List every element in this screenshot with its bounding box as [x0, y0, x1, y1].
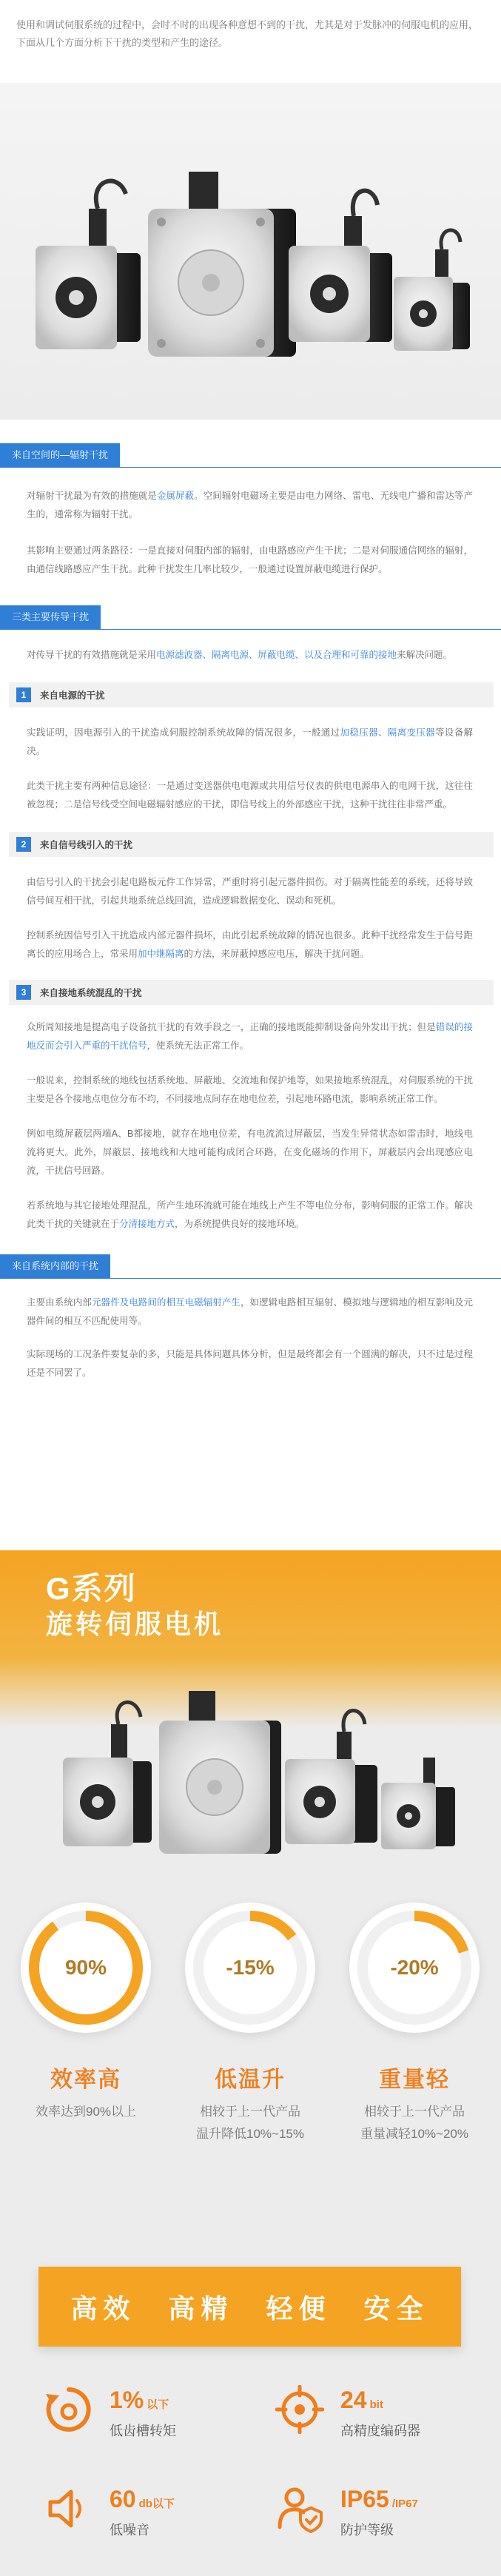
power-paragraph-2: 此类干扰主要有两种信息途径：一是通过变送器供电电源或共用信号仪表的供电电源串入的电网干扰，这往往被忽视；二是信号线受空间电磁辐射感应的干扰，即信号线上的外部感应干扰，这种干扰往往非常严重。 [27, 781, 473, 810]
stat-value: 90% [64, 1956, 107, 1979]
section-divider [0, 629, 501, 630]
speaker-icon [44, 2484, 93, 2533]
feature-cogging [44, 2385, 176, 2440]
feature-noise [44, 2484, 175, 2539]
text: 的方法，来屏蔽掉感应电压，解决干扰问题。 [184, 949, 369, 959]
number-badge: 3 [16, 985, 31, 1000]
number-badge: 1 [16, 687, 31, 702]
feature-value: 24 [340, 2387, 367, 2413]
feature-value: 60 [110, 2486, 136, 2512]
refresh-icon [44, 2385, 93, 2434]
keyword: 高精 [168, 2293, 234, 2324]
signal-paragraph-2 [0, 927, 501, 964]
section-divider [0, 1278, 501, 1279]
product-motor-2 [159, 1691, 281, 1854]
text: 。空间辐射电磁场主要是由电力网络、雷电、无线电广播和雷达等产生的，通常称为辐射干扰。 [27, 491, 473, 519]
radiation-paragraph-2: 其影响主要通过两条路径：一是直接对伺服内部的辐射，由电路感应产生干扰；二是对伺服通信网络的辐射，由通信线路感应产生干扰。此种干扰发生几率比较少，一般通过设置屏蔽电缆进行保护。 [27, 545, 473, 574]
feature-value: IP65 [340, 2486, 389, 2512]
highlight-internal: 元器件及电路间的相互电磁辐射产生 [91, 1297, 241, 1308]
text: 实践证明，因电源引入的干扰造成伺服控制系统故障的情况很多，一般通过 [27, 727, 340, 738]
stat-desc-temperature [169, 2101, 332, 2145]
text: 控制系统因信号引入干扰造成内部元器件损坏，由此引起系统故障的情况也很多。此种干扰经常发生于信号距离长的应用场合上，常采用 [27, 930, 473, 959]
feature-desc: 低齿槽转矩 [110, 2424, 176, 2438]
text: 来解决问题。 [397, 650, 453, 660]
feature-encoder [275, 2385, 420, 2440]
motor-3 [289, 191, 392, 342]
power-paragraph-1 [0, 724, 501, 761]
stat-desc-line: 相较于上一代产品 [364, 2105, 465, 2119]
keyword-band [38, 2267, 461, 2347]
internal-paragraph-2: 实际现场的工况条件要复杂的多，只能是具体问题具体分析，但是最终都会有一个圆满的解决，只不过是过程还是不同罢了。 [27, 1349, 473, 1378]
subheading-ground [9, 980, 494, 1005]
ground-paragraph-1 [0, 1018, 501, 1055]
ground-paragraph-4 [0, 1197, 501, 1234]
feature-text [340, 2385, 420, 2440]
feature-unit: bit [369, 2398, 383, 2411]
highlight-wrong-ground: 错误的接地反而会引入严重的干扰信号 [27, 1022, 473, 1051]
shield-user-icon [275, 2484, 324, 2533]
section-title-radiation: 来自空间的—辐射干扰 [0, 443, 120, 467]
keyword: 高效 [70, 2293, 136, 2324]
highlight-stabilizer: 加稳压器、隔离变压器 [340, 727, 435, 738]
motor-1 [36, 181, 141, 349]
product-series: G系列 [46, 1571, 137, 1606]
signal-paragraph-1: 由信号引入的干扰会引起电路板元件工作异常，严重时将引起元器件损伤。对于隔离性能差的系统，还将导致信号间互相干扰，引起共地系统总线回流，造成逻辑数据变化、误动和死机。 [27, 877, 473, 906]
product-name: 旋转伺服电机 [46, 1609, 224, 1639]
product-motor-4 [381, 1758, 455, 1849]
stat-circle-temperature [185, 1903, 315, 2033]
feature-text [340, 2484, 418, 2539]
servo-motors-illustration [0, 83, 501, 420]
text: ，如逻辑电路相互辐射、模拟地与逻辑地的相互影响及元器件间的相互不匹配使用等。 [27, 1297, 473, 1326]
crosshair-icon [275, 2385, 324, 2434]
stat-desc-line: 重量减轻10%~20% [360, 2127, 468, 2141]
stat-value: -20% [390, 1956, 439, 1979]
motor-4 [394, 230, 470, 351]
internal-paragraph-1 [0, 1294, 501, 1331]
feature-unit: 以下 [147, 2398, 169, 2411]
feature-text [110, 2385, 176, 2440]
feature-protection [275, 2484, 418, 2539]
feature-text [110, 2484, 175, 2539]
stat-title-temperature: 低温升 [215, 2068, 286, 2092]
radiation-paragraph-1 [0, 487, 501, 524]
text: 等设备解决。 [27, 727, 473, 756]
feature-unit: /IP67 [391, 2498, 418, 2510]
feature-desc: 高精度编码器 [340, 2424, 420, 2438]
stat-title-weight: 重量轻 [379, 2068, 450, 2092]
subheading-title: 来自信号线引入的干扰 [40, 840, 133, 850]
text: 对传导干扰的有效措施就是采用 [27, 650, 157, 660]
product-motor-1 [63, 1702, 152, 1846]
stat-value: -15% [226, 1956, 275, 1979]
subheading-signal [9, 832, 494, 857]
feature-unit: db以下 [138, 2498, 175, 2510]
highlight-metal-shield: 金属屏蔽 [156, 491, 195, 501]
stat-desc-weight [333, 2101, 496, 2145]
ground-paragraph-2: 一般说来，控制系统的地线包括系统地、屏蔽地、交流地和保护地等，如果接地系统混乱，对伺服系统的干扰主要是各个接地点电位分布不均，不同接地点间存在地电位差，引起地环路电流，影响系统正常工作。 [27, 1075, 473, 1104]
hero-motors-image [0, 83, 501, 420]
subheading-title: 来自接地系统混乱的干扰 [40, 988, 142, 998]
keyword: 安全 [363, 2293, 429, 2324]
stat-desc-line: 温升降低10%~15% [196, 2127, 304, 2141]
stat-circle-efficiency [21, 1903, 151, 2033]
motor-2 [148, 172, 296, 357]
keyword: 轻便 [266, 2293, 332, 2324]
highlight-relay: 加中继隔离 [138, 949, 184, 959]
text: 主要由系统内部 [27, 1297, 92, 1308]
stat-desc-line: 效率达到90%以上 [35, 2105, 137, 2119]
section-divider [0, 467, 501, 468]
product-motor-3 [285, 1711, 377, 1844]
feature-value: 1% [110, 2387, 144, 2413]
product-promo [0, 1550, 501, 2576]
stat-desc-line: 相较于上一代产品 [200, 2105, 300, 2119]
text: ，使系统无法正常工作。 [147, 1040, 249, 1051]
ground-paragraph-3: 例如电缆屏蔽层两端A、B都接地，就存在地电位差，有电流流过屏蔽层，当发生异常状态如雷击时，地线电流将更大。此外，屏蔽层、接地线和大地可能构成闭合环路，在变化磁场的作用下，屏蔽层内会出现感应电流，干扰信号回路。 [27, 1129, 473, 1176]
text: ，为系统提供良好的接地环境。 [175, 1219, 305, 1229]
intro-paragraph: 使用和调试伺服系统的过程中，会时不时的出现各种意想不到的干扰，尤其是对于发脉冲的伺服电机的应用，下面从几个方面分析下干扰的类型和产生的途径。 [16, 19, 479, 48]
text: 对辐射干扰最为有效的措施就是 [27, 491, 157, 501]
stat-desc-efficiency [4, 2101, 167, 2123]
conducted-paragraph [0, 646, 501, 665]
highlight-ground-method: 分清接地方式 [119, 1219, 175, 1229]
highlight-measures: 电源滤波器、隔离电源、屏蔽电缆、以及合理和可靠的接地 [156, 650, 397, 660]
section-title-internal: 来自系统内部的干扰 [0, 1254, 110, 1278]
number-badge: 2 [16, 837, 31, 852]
subheading-title: 来自电源的干扰 [40, 690, 105, 701]
subheading-power [9, 682, 494, 707]
text: 众所周知接地是提高电子设备抗干扰的有效手段之一，正确的接地既能抑制设备向外发出干扰；但是 [27, 1022, 436, 1032]
section-title-conducted: 三类主要传导干扰 [0, 605, 101, 629]
product-motors-illustration [0, 1654, 501, 1883]
feature-desc: 防护等级 [340, 2523, 394, 2538]
feature-desc: 低噪音 [110, 2523, 149, 2538]
stat-circle-weight [349, 1903, 480, 2033]
stat-title-efficiency: 效率高 [50, 2068, 121, 2092]
text: 若系统地与其它接地处理混乱，所产生地环流就可能在地线上产生不等电位分布，影响伺服的正常工作。解决此类干扰的关键就在于 [27, 1200, 473, 1229]
product-title [46, 1570, 223, 1641]
